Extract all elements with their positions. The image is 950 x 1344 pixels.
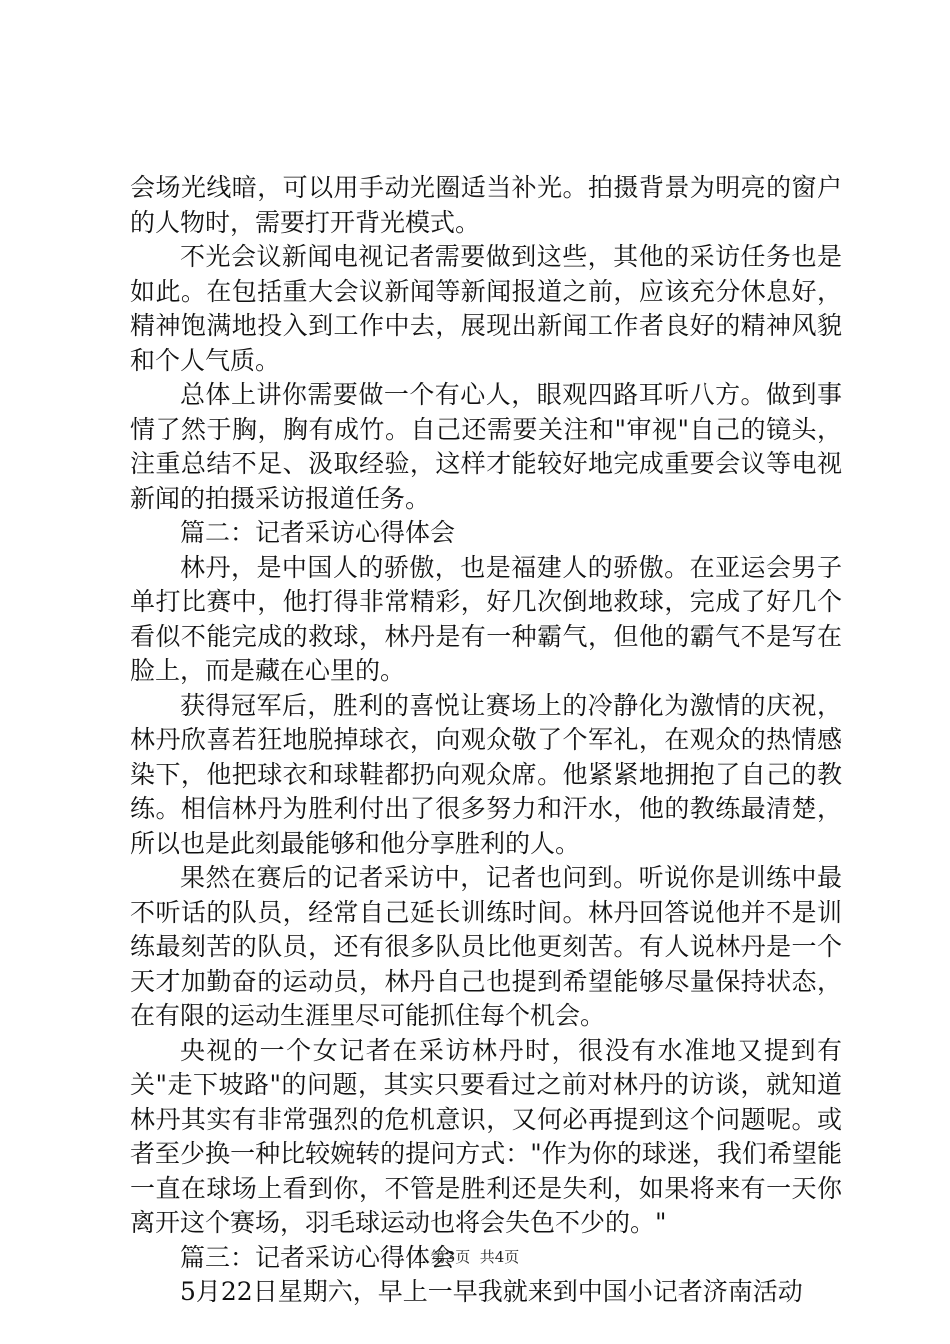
paragraph-7: 央视的一个女记者在采访林丹时，很没有水准地又提到有关"走下坡路"的问题，其实只要看过之前对林丹的访谈，就知道林丹其实有非常强烈的危机意识，又何必再提到这个问题呢。或者至少换一种比较婉转的提问方式："作为你的球迷，我们希望能一直在球场上看到你，不管是胜利还是失利，如果将来有一天你离开这个赛场，羽毛球运动也将会失色不少的。" (130, 1035, 842, 1237)
paragraph-2: 不光会议新闻电视记者需要做到这些，其他的采访任务也是如此。在包括重大会议新闻等新闻报道之前，应该充分休息好，精神饱满地投入到工作中去，展现出新闻工作者良好的精神风貌和个人气质。 (130, 242, 842, 375)
paragraph-8: 5月22日星期六，早上一早我就来到中国小记者济南活动 (180, 1277, 803, 1306)
paragraph-3: 总体上讲你需要做一个有心人，眼观四路耳听八方。做到事情了然于胸，胸有成竹。自己还需要关注和"审视"自己的镜头，注重总结不足、汲取经验，这样才能较好地完成重要会议等电视新闻的拍摄采访报道任务。 (130, 380, 842, 513)
paragraph-5: 获得冠军后，胜利的喜悦让赛场上的冷静化为激情的庆祝，林丹欣喜若狂地脱掉球衣，向观众敬了个军礼，在观众的热情感染下，他把球衣和球鞋都扔向观众席。他紧紧地拥抱了自己的教练。相信林丹为胜利付出了很多努力和汗水，他的教练最清楚，所以也是此刻最能够和他分享胜利的人。 (130, 690, 842, 858)
document-body (130, 171, 842, 1310)
section-heading-3: 篇三：记者采访心得体会 (180, 1242, 456, 1272)
paragraph-6: 果然在赛后的记者采访中，记者也问到。听说你是训练中最不听话的队员，经常自己延长训练时间。林丹回答说他并不是训练最刻苦的队员，还有很多队员比他更刻苦。有人说林丹是一个天才加勤奋的运动员，林丹自己也提到希望能够尽量保持状态，在有限的运动生涯里尽可能抓住每个机会。 (130, 863, 842, 1030)
paragraph-4: 林丹，是中国人的骄傲，也是福建人的骄傲。在亚运会男子单打比赛中，他打得非常精彩，好几次倒地救球，完成了好几个看似不能完成的救球，林丹是有一种霸气，但他的霸气不是写在脸上，而是藏在心里的。 (130, 552, 842, 685)
page-number-footer: 第3页 共4页 (430, 1248, 520, 1266)
section-heading-2: 篇二：记者采访心得体会 (180, 518, 456, 547)
paragraph-1: 会场光线暗，可以用手动光圈适当补光。拍摄背景为明亮的窗户的人物时，需要打开背光模式。 (130, 173, 842, 237)
